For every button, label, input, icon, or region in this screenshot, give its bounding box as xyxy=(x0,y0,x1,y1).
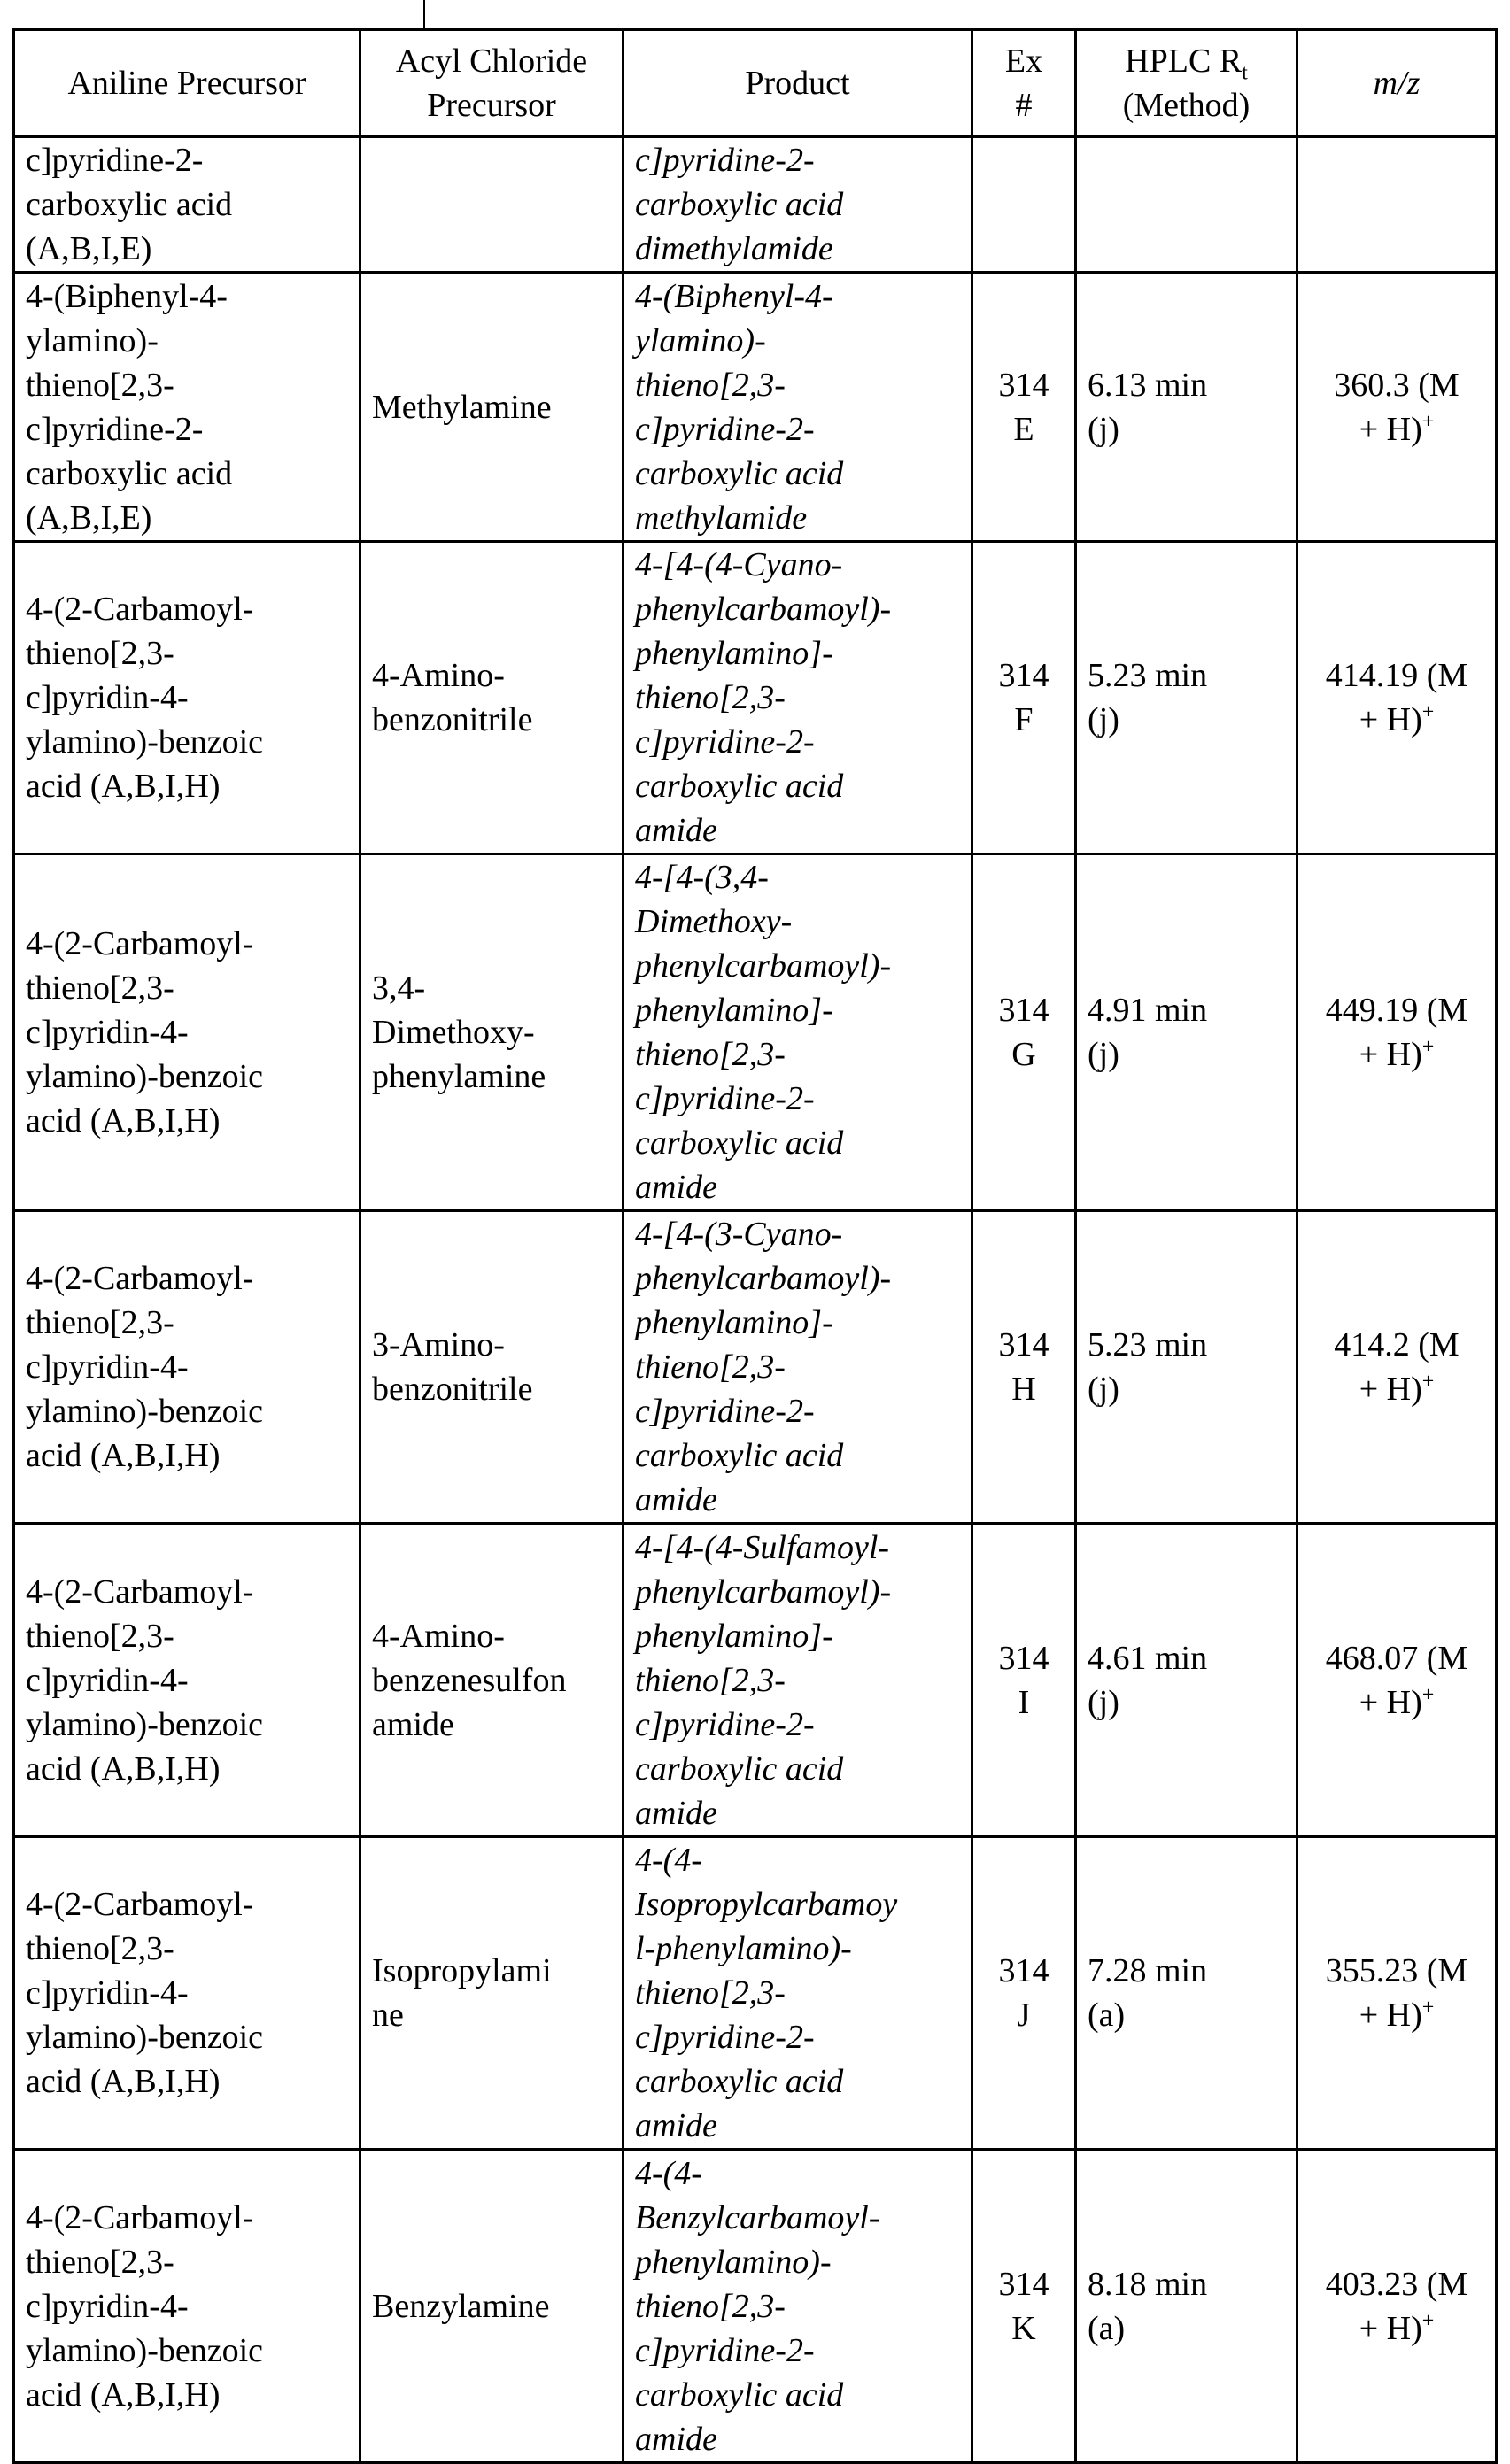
table-row xyxy=(14,854,1497,1211)
header-acyl-chloride-precursor: Acyl Chloride Precursor xyxy=(360,30,623,137)
example-number-cell: 314 H xyxy=(972,1211,1076,1524)
product-cell: 4-(Biphenyl-4- ylamino)- thieno[2,3- c]pyridine-2- carboxylic acid methylamide xyxy=(623,273,972,542)
aniline-precursor-cell: 4-(Biphenyl-4- ylamino)- thieno[2,3- c]pyridine-2- carboxylic acid (A,B,I,E) xyxy=(14,273,360,542)
table-row xyxy=(14,137,1497,273)
mz-cell xyxy=(1297,854,1497,1211)
mz-charge: + xyxy=(1422,1683,1435,1706)
mz-charge: + xyxy=(1422,1370,1435,1393)
hplc-cell: 8.18 min (a) xyxy=(1076,2150,1297,2463)
table-row xyxy=(14,1524,1497,1837)
acyl-chloride-precursor-cell: Isopropylami ne xyxy=(360,1837,623,2150)
hplc-cell: 5.23 min (j) xyxy=(1076,542,1297,854)
acyl-chloride-precursor-cell xyxy=(360,137,623,273)
mz-cell xyxy=(1297,1211,1497,1524)
product-cell: 4-[4-(4-Sulfamoyl- phenylcarbamoyl)- phenylamino]- thieno[2,3- c]pyridine-2- carboxylic acid amide xyxy=(623,1524,972,1837)
mz-cell xyxy=(1297,2150,1497,2463)
header-mz xyxy=(1297,30,1497,137)
example-number-cell: 314 K xyxy=(972,2150,1076,2463)
table-row xyxy=(14,273,1497,542)
aniline-precursor-cell: 4-(2-Carbamoyl- thieno[2,3- c]pyridin-4- ylamino)-benzoic acid (A,B,I,H) xyxy=(14,1524,360,1837)
acyl-chloride-precursor-cell: Methylamine xyxy=(360,273,623,542)
header-example-number: Ex # xyxy=(972,30,1076,137)
aniline-precursor-cell: 4-(2-Carbamoyl- thieno[2,3- c]pyridin-4- ylamino)-benzoic acid (A,B,I,H) xyxy=(14,854,360,1211)
mz-charge: + xyxy=(1422,1996,1435,2019)
mz-value: 414.19 (M + H) xyxy=(1326,657,1467,738)
hplc-cell: 4.61 min (j) xyxy=(1076,1524,1297,1837)
header-hplc-method: (Method) xyxy=(1123,87,1251,124)
header-product: Product xyxy=(623,30,972,137)
aniline-precursor-cell: 4-(2-Carbamoyl- thieno[2,3- c]pyridin-4- ylamino)-benzoic acid (A,B,I,H) xyxy=(14,2150,360,2463)
example-number-cell: 314 J xyxy=(972,1837,1076,2150)
hplc-cell: 4.91 min (j) xyxy=(1076,854,1297,1211)
header-aniline-precursor: Aniline Precursor xyxy=(14,30,360,137)
product-cell: 4-(4- Benzylcarbamoyl- phenylamino)- thieno[2,3- c]pyridine-2- carboxylic acid amide xyxy=(623,2150,972,2463)
example-number-cell: 314 G xyxy=(972,854,1076,1211)
hplc-cell: 6.13 min (j) xyxy=(1076,273,1297,542)
mz-charge: + xyxy=(1422,2309,1435,2332)
table-row xyxy=(14,542,1497,854)
mz-charge: + xyxy=(1422,1035,1435,1058)
hplc-cell: 7.28 min (a) xyxy=(1076,1837,1297,2150)
table-row xyxy=(14,1211,1497,1524)
header-hplc-label: HPLC R xyxy=(1125,42,1242,80)
hplc-cell xyxy=(1076,137,1297,273)
example-number-cell: 314 I xyxy=(972,1524,1076,1837)
aniline-precursor-cell: 4-(2-Carbamoyl- thieno[2,3- c]pyridin-4- ylamino)-benzoic acid (A,B,I,H) xyxy=(14,542,360,854)
mz-value: 360.3 (M + H) xyxy=(1334,367,1459,448)
mz-charge: + xyxy=(1422,700,1435,723)
mz-charge: + xyxy=(1422,410,1435,433)
acyl-chloride-precursor-cell: 4-Amino- benzenesulfon amide xyxy=(360,1524,623,1837)
product-cell: 4-[4-(3-Cyano- phenylcarbamoyl)- phenylamino]- thieno[2,3- c]pyridine-2- carboxylic acid amide xyxy=(623,1211,972,1524)
example-number-cell: 314 F xyxy=(972,542,1076,854)
mz-value: 355.23 (M + H) xyxy=(1326,1952,1467,2034)
mz-value: 468.07 (M + H) xyxy=(1326,1640,1467,1721)
mz-cell xyxy=(1297,1524,1497,1837)
mz-cell xyxy=(1297,273,1497,542)
header-mz-label: m/z xyxy=(1374,65,1421,102)
header-hplc xyxy=(1076,30,1297,137)
header-hplc-subscript: t xyxy=(1242,62,1248,85)
compound-table xyxy=(12,28,1498,2464)
product-cell: c]pyridine-2- carboxylic acid dimethylamide xyxy=(623,137,972,273)
table-row xyxy=(14,2150,1497,2463)
acyl-chloride-precursor-cell: 4-Amino- benzonitrile xyxy=(360,542,623,854)
mz-cell xyxy=(1297,542,1497,854)
mz-value: 403.23 (M + H) xyxy=(1326,2266,1467,2347)
aniline-precursor-cell: c]pyridine-2- carboxylic acid (A,B,I,E) xyxy=(14,137,360,273)
mz-value: 414.2 (M + H) xyxy=(1334,1326,1459,1408)
acyl-chloride-precursor-cell: Benzylamine xyxy=(360,2150,623,2463)
scan-mark xyxy=(423,0,425,30)
header-row xyxy=(14,30,1497,137)
acyl-chloride-precursor-cell: 3-Amino- benzonitrile xyxy=(360,1211,623,1524)
aniline-precursor-cell: 4-(2-Carbamoyl- thieno[2,3- c]pyridin-4- ylamino)-benzoic acid (A,B,I,H) xyxy=(14,1837,360,2150)
mz-value: 449.19 (M + H) xyxy=(1326,992,1467,1073)
acyl-chloride-precursor-cell: 3,4- Dimethoxy- phenylamine xyxy=(360,854,623,1211)
table-row xyxy=(14,1837,1497,2150)
example-number-cell xyxy=(972,137,1076,273)
product-cell: 4-[4-(4-Cyano- phenylcarbamoyl)- phenylamino]- thieno[2,3- c]pyridine-2- carboxylic acid amide xyxy=(623,542,972,854)
mz-cell xyxy=(1297,137,1497,273)
aniline-precursor-cell: 4-(2-Carbamoyl- thieno[2,3- c]pyridin-4- ylamino)-benzoic acid (A,B,I,H) xyxy=(14,1211,360,1524)
example-number-cell: 314 E xyxy=(972,273,1076,542)
mz-cell xyxy=(1297,1837,1497,2150)
product-cell: 4-(4- Isopropylcarbamoy l-phenylamino)- thieno[2,3- c]pyridine-2- carboxylic acid amide xyxy=(623,1837,972,2150)
hplc-cell: 5.23 min (j) xyxy=(1076,1211,1297,1524)
product-cell: 4-[4-(3,4- Dimethoxy- phenylcarbamoyl)- phenylamino]- thieno[2,3- c]pyridine-2- carboxylic acid amide xyxy=(623,854,972,1211)
